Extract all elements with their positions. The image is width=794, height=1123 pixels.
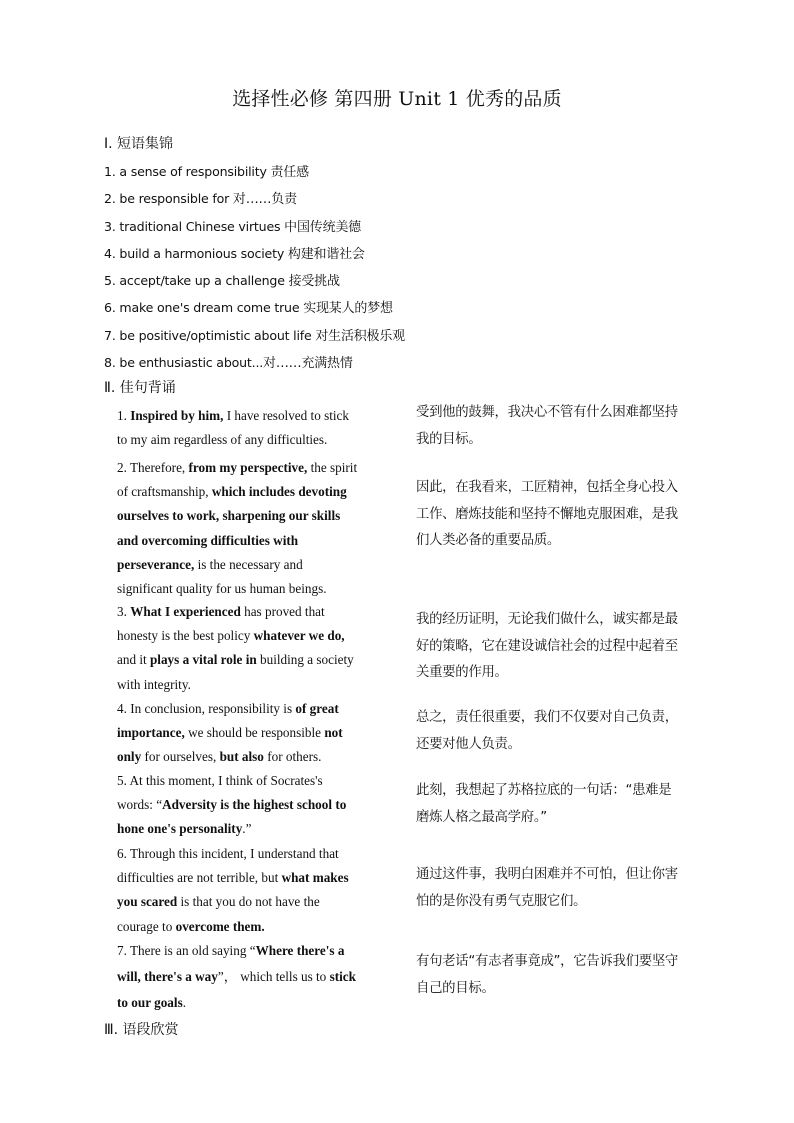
phrase-item — [104, 267, 405, 294]
text: courage to — [117, 918, 176, 934]
text: honesty is the best policy — [117, 628, 254, 644]
phrase-cn: 对……负责 — [232, 192, 297, 208]
sentence-5-cn: 此刻，我想起了苏格拉底的一句话：“患难是磨炼人格之最高学府。” — [416, 783, 672, 825]
bold-phrase: hone one's personality — [117, 821, 243, 837]
sentence-3-cn: 我的经历证明，无论我们做什么，诚实都是最好的策略，它在建设诚信社会的过程中起着至关重要的作用。 — [416, 612, 678, 680]
phrase-en: 6. make one's dream come true — [104, 300, 304, 316]
sentence-5-en — [117, 769, 346, 842]
phrase-cn: 接受挑战 — [288, 274, 340, 290]
text: 5. At this moment, I think of Socrates's — [117, 773, 323, 788]
text: and it — [117, 652, 150, 668]
text: with integrity. — [117, 676, 191, 692]
sentence-7-cn: 有句老话“有志者事竟成”，它告诉我们要坚守自己的目标。 — [416, 954, 678, 996]
bold-phrase: stick — [329, 969, 356, 984]
phrase-cn: 责任感 — [270, 165, 309, 180]
bold-phrase: which includes devoting — [211, 484, 347, 500]
sentence-2-en — [117, 456, 357, 601]
text: 2. Therefore, — [117, 460, 189, 475]
phrase-cn: 实现某人的梦想 — [303, 301, 393, 317]
bold-phrase: perseverance, — [117, 556, 195, 572]
text: . — [182, 995, 186, 1010]
text: 1. — [117, 408, 131, 423]
bold-phrase: from my perspective, — [188, 460, 308, 475]
text: 4. In conclusion, responsibility is — [117, 701, 296, 716]
text: to my aim regardless of any difficulties. — [117, 432, 328, 448]
phrase-en: 3. traditional Chinese virtues — [104, 218, 285, 234]
text: ”， which tells us to — [217, 969, 330, 984]
bold-phrase: and overcoming difficulties with — [117, 532, 299, 548]
text: words: “ — [117, 797, 163, 813]
section-heading-phrases: Ⅰ. 短语集锦 — [104, 136, 174, 152]
bold-phrase: of great — [295, 701, 339, 716]
bold-phrase: will, there's a way — [117, 969, 218, 984]
text: 3. — [117, 604, 131, 619]
bold-phrase: importance, — [117, 725, 185, 741]
sentence-4-cn: 总之，责任很重要，我们不仅要对自己负责，还要对他人负责。 — [416, 710, 678, 752]
sentence-3-en — [117, 600, 354, 697]
phrase-item — [104, 322, 405, 349]
section-heading-sentences: Ⅱ. 佳句背诵 — [104, 380, 176, 396]
text: 7. There is an old saying “ — [117, 943, 256, 958]
text: building a society — [256, 652, 354, 668]
phrase-cn: 对……充满热情 — [263, 356, 353, 372]
bold-phrase: ourselves to work, sharpening our skills — [117, 508, 341, 524]
bold-phrase: overcome them. — [175, 918, 265, 934]
bold-phrase: not — [324, 725, 343, 741]
phrase-en: 5. accept/take up a challenge — [104, 273, 289, 289]
text: 6. Through this incident, I understand that — [117, 846, 339, 861]
sentence-6-en — [117, 842, 349, 939]
sentence-7-en — [117, 938, 356, 1016]
text: for ourselves, — [141, 749, 220, 765]
phrase-item — [104, 294, 405, 321]
text: I have resolved to stick — [223, 408, 350, 423]
phrase-en: 7. be positive/optimistic about life — [104, 327, 316, 343]
bold-phrase: Inspired by him, — [130, 408, 224, 423]
text: significant quality for us human beings. — [117, 581, 327, 597]
sentence-1-en — [117, 404, 349, 452]
bold-phrase: plays a vital role in — [149, 652, 257, 668]
bold-phrase: whatever we do, — [253, 628, 345, 644]
section-heading-passage: Ⅲ. 语段欣赏 — [104, 1022, 179, 1038]
phrase-item — [104, 158, 405, 185]
page-title: 选择性必修 第四册 Unit 1 优秀的品质 — [232, 88, 562, 110]
text: is the necessary and — [194, 556, 303, 572]
text: is that you do not have the — [177, 894, 320, 910]
phrase-item — [104, 349, 405, 376]
text: difficulties are not terrible, but — [117, 870, 282, 886]
sentence-4-en — [117, 697, 343, 770]
phrase-en: 4. build a harmonious society — [104, 245, 288, 261]
phrase-en: 8. be enthusiastic about... — [104, 355, 264, 371]
bold-phrase: Where there's a — [255, 943, 345, 958]
text: has proved that — [240, 604, 325, 619]
sentence-6-cn: 通过这件事，我明白困难并不可怕，但让你害怕的是你没有勇气克服它们。 — [416, 867, 678, 909]
bold-phrase: only — [117, 749, 142, 765]
phrase-cn: 中国传统美德 — [284, 219, 361, 235]
phrase-list — [104, 158, 405, 376]
bold-phrase: but also — [219, 749, 264, 765]
phrase-en: 2. be responsible for — [104, 191, 233, 207]
text: of craftsmanship, — [117, 484, 212, 500]
bold-phrase: What I experienced — [130, 604, 241, 619]
text: for others. — [263, 749, 322, 765]
sentence-2-cn: 因此，在我看来，工匠精神，包括全身心投入工作、磨炼技能和坚持不懈地克服困难，是我们人类必备的重要品质。 — [416, 480, 678, 548]
bold-phrase: what makes — [281, 870, 349, 886]
sentence-1-cn: 受到他的鼓舞，我决心不管有什么困难都坚持我的目标。 — [416, 405, 678, 447]
text: we should be responsible — [184, 725, 325, 741]
phrase-item — [104, 185, 405, 212]
phrase-item — [104, 213, 405, 240]
phrase-cn: 构建和谐社会 — [287, 246, 365, 262]
bold-phrase: Adversity is the highest school to — [162, 797, 347, 813]
bold-phrase: to our goals — [117, 995, 183, 1010]
phrase-cn: 对生活积极乐观 — [315, 328, 405, 344]
phrase-item — [104, 240, 405, 267]
bold-phrase: you scared — [117, 894, 178, 910]
text: .” — [242, 821, 252, 837]
text: the spirit — [307, 460, 358, 475]
phrase-en: 1. a sense of responsibility — [104, 164, 271, 179]
